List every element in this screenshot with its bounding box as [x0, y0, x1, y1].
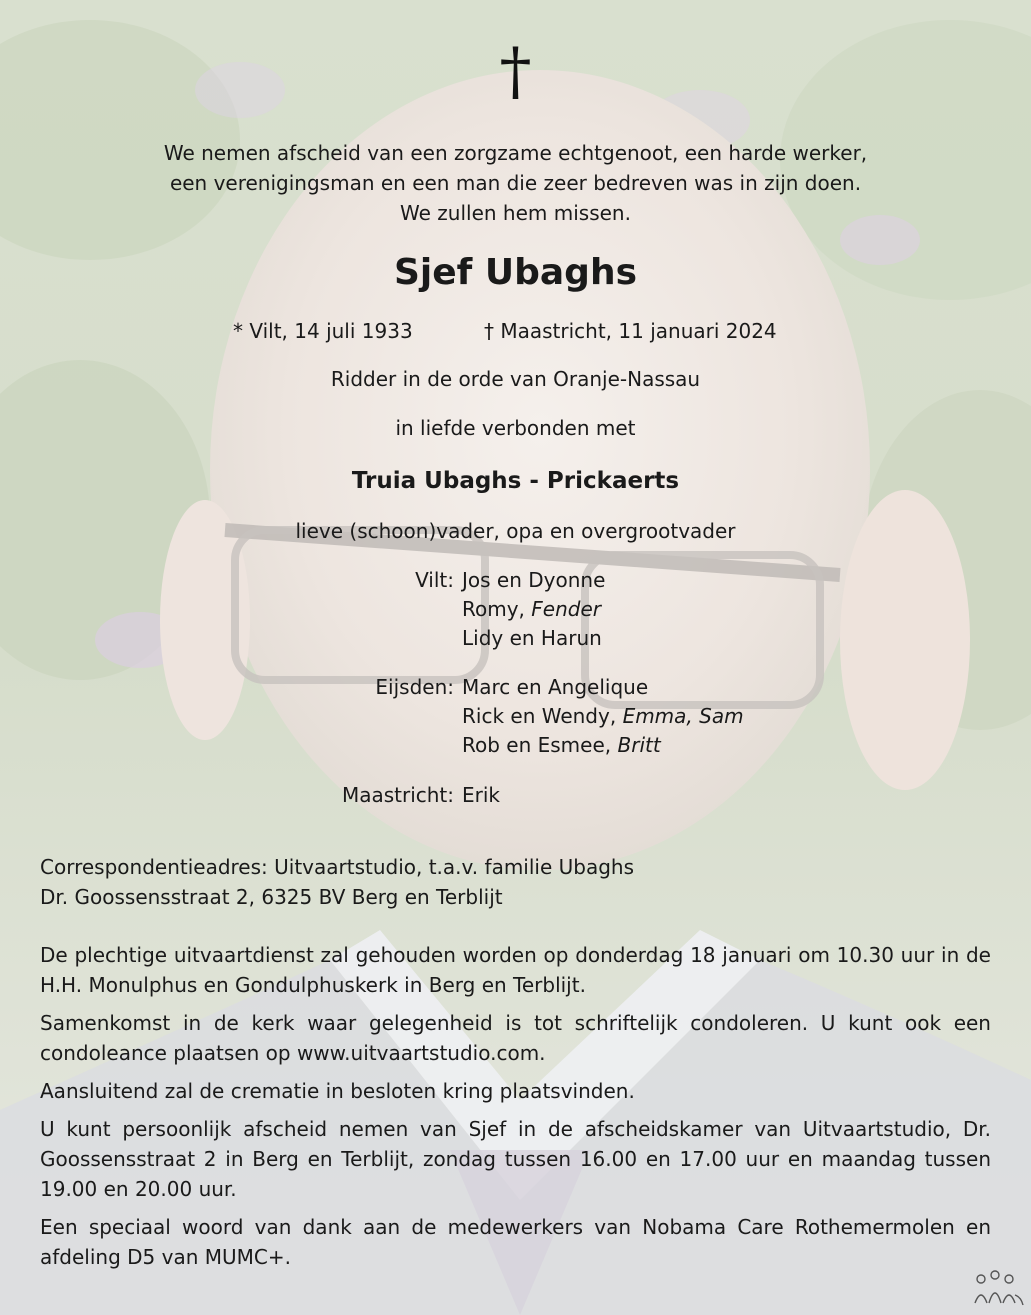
- deceased-name: Sjef Ubaghs: [394, 252, 637, 293]
- paragraph-service: De plechtige uitvaartdienst zal gehouden worden op donderdag 18 januari om 10.30 uur in de H.H. Monulphus en Gondulphuskerk in Berg en Terblijt.: [40, 943, 991, 997]
- paragraph-condolence: Samenkomst in de kerk waar gelegenheid is tot schriftelijk condoleren. U kunt ook een condoleance plaatsen op www.uitvaartstudio.com.: [40, 1011, 991, 1065]
- family-members: [462, 781, 500, 810]
- paragraph-farewell: U kunt persoonlijk afscheid nemen van Sjef in de afscheidskamer van Uitvaartstudio, Dr. Goossensstraat 2 in Berg en Terblijt, zondag tussen 16.00 en 17.00 uur en maandag tussen 19.00 en 20.00 uur.: [40, 1117, 991, 1201]
- bond-text: in liefde verbonden met: [395, 416, 636, 440]
- role-text: lieve (schoon)vader, opa en overgrootvader: [295, 519, 736, 543]
- family-members: [462, 566, 605, 653]
- intro-line: We nemen afscheid van een zorgzame echtgenoot, een harde werker,: [163, 141, 868, 165]
- correspondence-address: [40, 852, 634, 912]
- honor-title: Ridder in de orde van Oranje-Nassau: [330, 367, 701, 391]
- family-member: Lidy en Harun: [462, 626, 602, 650]
- paragraph-cremation: Aansluitend zal de crematie in besloten kring plaatsvinden.: [40, 1079, 635, 1103]
- family-member: Jos en Dyonne: [462, 568, 606, 592]
- family-place: Maastricht:: [341, 783, 454, 807]
- death-date: † Maastricht, 11 januari 2024: [484, 319, 777, 343]
- family-member: Romy, Fender: [462, 597, 601, 621]
- address-line: Correspondentieadres: Uitvaartstudio, t.a.v. familie Ubaghs: [40, 855, 635, 879]
- intro-line: We zullen hem missen.: [400, 201, 631, 225]
- family-members: [462, 673, 744, 760]
- funeral-logo-icon: [971, 1265, 1025, 1309]
- family-member: Erik: [462, 783, 500, 807]
- paragraph-thanks: Een speciaal woord van dank aan de medewerkers van Nobama Care Rothemermolen en afdeling D5 van MUMC+.: [40, 1215, 991, 1269]
- intro-text: [0, 138, 1031, 228]
- family-member: Rob en Esmee, Britt: [462, 733, 661, 757]
- cross-icon: †: [499, 35, 532, 109]
- address-line: Dr. Goossensstraat 2, 6325 BV Berg en Terblijt: [40, 885, 503, 909]
- partner-name: Truia Ubaghs - Prickaerts: [351, 468, 680, 494]
- intro-line: een verenigingsman en een man die zeer bedreven was in zijn doen.: [169, 171, 862, 195]
- family-place: Eijsden:: [375, 675, 454, 699]
- birth-date: * Vilt, 14 juli 1933: [233, 319, 413, 343]
- family-member: Marc en Angelique: [462, 675, 649, 699]
- family-place: Vilt:: [415, 568, 454, 592]
- funeral-details: [40, 940, 991, 1280]
- family-member: Rick en Wendy, Emma, Sam: [462, 704, 744, 728]
